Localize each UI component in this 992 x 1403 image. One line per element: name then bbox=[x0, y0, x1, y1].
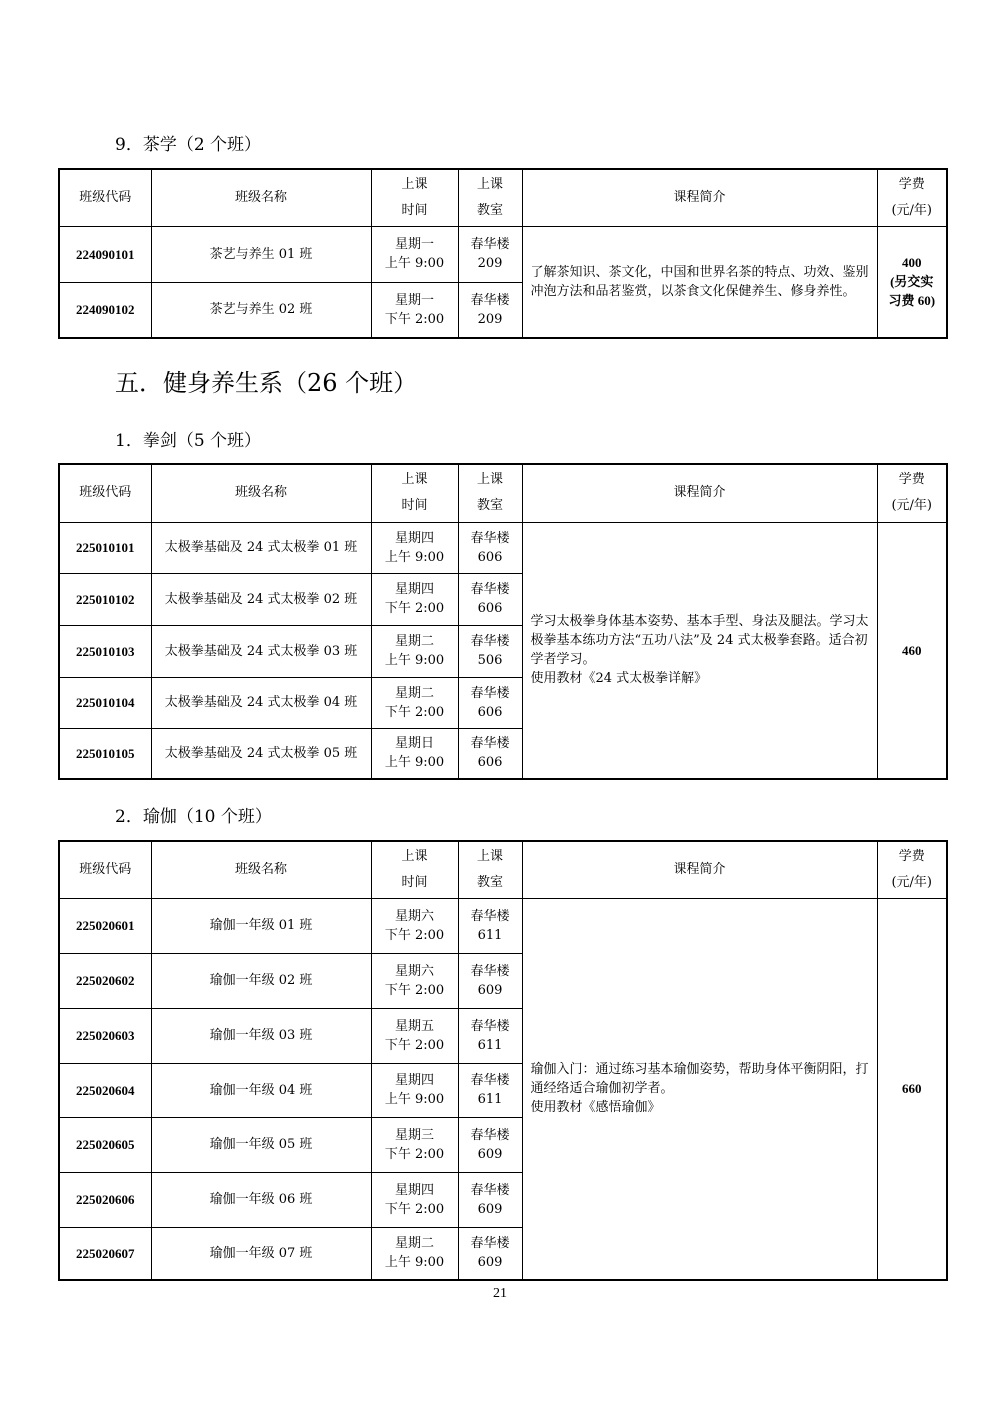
header-room bbox=[458, 841, 522, 898]
header-fee bbox=[877, 841, 947, 898]
fee-amount: 460 bbox=[902, 642, 922, 658]
class-code: 225010105 bbox=[59, 728, 151, 779]
class-day: 星期四 bbox=[394, 530, 434, 546]
class-day: 星期四 bbox=[394, 1073, 434, 1088]
room-number: 611 bbox=[477, 1037, 503, 1053]
class-name: 太极拳基础及 24 式太极拳 02 班 bbox=[151, 573, 371, 625]
class-day: 星期六 bbox=[394, 908, 434, 924]
header-time-line1: 上课 bbox=[401, 176, 428, 192]
class-code: 225010103 bbox=[59, 625, 151, 677]
room-number: 609 bbox=[477, 1201, 503, 1217]
header-room-line1: 上课 bbox=[476, 176, 503, 192]
class-time bbox=[371, 677, 458, 728]
header-name: 班级名称 bbox=[151, 841, 371, 898]
room-number: 606 bbox=[477, 704, 503, 720]
course-table-taiji bbox=[58, 463, 948, 780]
section-heading-taiji: 1．拳剑（5 个班） bbox=[115, 431, 262, 451]
class-hour: 下午 2:00 bbox=[384, 704, 445, 720]
classroom bbox=[458, 573, 522, 625]
header-code: 班级代码 bbox=[59, 169, 151, 226]
header-intro: 课程简介 bbox=[522, 464, 877, 522]
class-code: 225020602 bbox=[59, 953, 151, 1008]
header-room bbox=[458, 169, 522, 226]
class-name: 瑜伽一年级 06 班 bbox=[151, 1172, 371, 1227]
class-day: 星期日 bbox=[394, 736, 434, 752]
course-table-tea bbox=[58, 168, 948, 339]
classroom bbox=[458, 1172, 522, 1227]
class-day: 星期四 bbox=[394, 582, 434, 597]
class-code: 225010104 bbox=[59, 677, 151, 728]
class-day: 星期四 bbox=[394, 1182, 434, 1198]
class-time bbox=[371, 898, 458, 953]
header-code: 班级代码 bbox=[59, 841, 151, 898]
class-name: 瑜伽一年级 05 班 bbox=[151, 1117, 371, 1172]
header-room bbox=[458, 464, 522, 522]
class-code: 224090102 bbox=[59, 282, 151, 338]
class-code: 225010101 bbox=[59, 522, 151, 573]
class-hour: 下午 2:00 bbox=[384, 311, 445, 327]
room-number: 611 bbox=[477, 1092, 503, 1107]
class-time bbox=[371, 1227, 458, 1280]
building: 春华楼 bbox=[470, 530, 510, 546]
table-row bbox=[59, 898, 947, 953]
class-day: 星期一 bbox=[394, 237, 434, 252]
intro-textbook: 使用教材《24 式太极拳详解》 bbox=[530, 671, 708, 687]
building: 春华楼 bbox=[470, 1018, 510, 1034]
class-name: 茶艺与养生 02 班 bbox=[151, 282, 371, 338]
header-fee-line2: (元/年) bbox=[891, 498, 933, 514]
header-time-line2: 时间 bbox=[401, 202, 428, 218]
header-time bbox=[371, 841, 458, 898]
course-fee bbox=[877, 898, 947, 1280]
class-hour: 上午 9:00 bbox=[384, 653, 445, 668]
header-time-line2: 时间 bbox=[401, 498, 428, 514]
fee-amount: 400 bbox=[902, 255, 922, 271]
class-hour: 下午 2:00 bbox=[384, 1037, 445, 1053]
building: 春华楼 bbox=[470, 292, 510, 308]
course-fee bbox=[877, 522, 947, 779]
class-name: 瑜伽一年级 04 班 bbox=[151, 1063, 371, 1117]
classroom bbox=[458, 226, 522, 282]
intro-text: 了解茶知识、茶文化，中国和世界名茶的特点、功效、鉴别冲泡方法和品茗鉴赏，以茶食文化保健养生、修身养性。 bbox=[530, 264, 869, 299]
class-name: 茶艺与养生 01 班 bbox=[151, 226, 371, 282]
class-name: 太极拳基础及 24 式太极拳 05 班 bbox=[151, 728, 371, 779]
header-room-line1: 上课 bbox=[476, 848, 503, 864]
header-time-line2: 时间 bbox=[401, 874, 428, 890]
room-number: 606 bbox=[477, 549, 503, 565]
table-row bbox=[59, 522, 947, 573]
class-time bbox=[371, 625, 458, 677]
header-time-line1: 上课 bbox=[401, 848, 428, 864]
header-room-line2: 教室 bbox=[476, 498, 503, 514]
header-fee-line1: 学费 bbox=[898, 848, 925, 864]
header-fee-line1: 学费 bbox=[898, 472, 925, 488]
class-time bbox=[371, 226, 458, 282]
intro-text: 瑜伽入门：通过练习基本瑜伽姿势，帮助身体平衡阴阳，打通经络适合瑜伽初学者。 bbox=[530, 1062, 869, 1097]
classroom bbox=[458, 625, 522, 677]
class-name: 太极拳基础及 24 式太极拳 04 班 bbox=[151, 677, 371, 728]
class-time bbox=[371, 522, 458, 573]
classroom bbox=[458, 677, 522, 728]
page-number: 21 bbox=[493, 1286, 507, 1301]
header-intro: 课程简介 bbox=[522, 841, 877, 898]
fee-amount: 660 bbox=[902, 1081, 922, 1097]
header-fee-line1: 学费 bbox=[898, 176, 925, 192]
class-day: 星期二 bbox=[394, 1236, 434, 1252]
class-hour: 下午 2:00 bbox=[384, 601, 445, 616]
class-code: 225020605 bbox=[59, 1117, 151, 1172]
header-fee-line2: (元/年) bbox=[891, 202, 933, 218]
class-day: 星期二 bbox=[394, 685, 434, 701]
building: 春华楼 bbox=[470, 685, 510, 701]
department-heading: 五．健身养生系（26 个班） bbox=[115, 369, 418, 397]
classroom bbox=[458, 898, 522, 953]
class-name: 太极拳基础及 24 式太极拳 01 班 bbox=[151, 522, 371, 573]
building: 春华楼 bbox=[470, 908, 510, 924]
room-number: 209 bbox=[477, 256, 503, 271]
course-intro bbox=[522, 898, 877, 1280]
classroom bbox=[458, 1063, 522, 1117]
class-time bbox=[371, 1172, 458, 1227]
room-number: 609 bbox=[477, 1255, 503, 1271]
header-fee-line2: (元/年) bbox=[891, 874, 933, 890]
header-room-line1: 上课 bbox=[476, 472, 503, 488]
class-name: 瑜伽一年级 03 班 bbox=[151, 1008, 371, 1063]
room-number: 609 bbox=[477, 1146, 503, 1162]
building: 春华楼 bbox=[470, 634, 510, 649]
class-day: 星期五 bbox=[394, 1018, 434, 1034]
class-day: 星期六 bbox=[394, 963, 434, 979]
header-name: 班级名称 bbox=[151, 464, 371, 522]
building: 春华楼 bbox=[470, 1182, 510, 1198]
section-heading-yoga: 2．瑜伽（10 个班） bbox=[115, 807, 272, 827]
class-code: 225020607 bbox=[59, 1227, 151, 1280]
class-hour: 上午 9:00 bbox=[384, 1092, 445, 1107]
class-hour: 下午 2:00 bbox=[384, 927, 445, 943]
table-row bbox=[59, 226, 947, 282]
class-time bbox=[371, 282, 458, 338]
building: 春华楼 bbox=[470, 1073, 510, 1088]
class-code: 225020606 bbox=[59, 1172, 151, 1227]
table-header-row bbox=[59, 464, 947, 522]
building: 春华楼 bbox=[470, 1236, 510, 1252]
class-time bbox=[371, 1117, 458, 1172]
class-time bbox=[371, 953, 458, 1008]
class-time bbox=[371, 1063, 458, 1117]
class-name: 瑜伽一年级 02 班 bbox=[151, 953, 371, 1008]
header-time-line1: 上课 bbox=[401, 472, 428, 488]
classroom bbox=[458, 1227, 522, 1280]
class-code: 225020603 bbox=[59, 1008, 151, 1063]
building: 春华楼 bbox=[470, 963, 510, 979]
class-name: 太极拳基础及 24 式太极拳 03 班 bbox=[151, 625, 371, 677]
class-code: 224090101 bbox=[59, 226, 151, 282]
header-intro: 课程简介 bbox=[522, 169, 877, 226]
course-fee bbox=[877, 226, 947, 338]
table-header-row bbox=[59, 169, 947, 226]
class-hour: 下午 2:00 bbox=[384, 1201, 445, 1217]
room-number: 209 bbox=[477, 311, 503, 327]
class-day: 星期三 bbox=[394, 1127, 434, 1143]
building: 春华楼 bbox=[470, 736, 510, 752]
class-hour: 上午 9:00 bbox=[384, 1255, 445, 1271]
building: 春华楼 bbox=[470, 1127, 510, 1143]
class-time bbox=[371, 573, 458, 625]
class-code: 225010102 bbox=[59, 573, 151, 625]
room-number: 606 bbox=[477, 601, 503, 616]
table-header-row bbox=[59, 841, 947, 898]
classroom bbox=[458, 728, 522, 779]
room-number: 611 bbox=[477, 927, 503, 943]
classroom bbox=[458, 522, 522, 573]
class-time bbox=[371, 1008, 458, 1063]
header-time bbox=[371, 464, 458, 522]
building: 春华楼 bbox=[470, 582, 510, 597]
class-day: 星期二 bbox=[394, 634, 434, 649]
class-code: 225020604 bbox=[59, 1063, 151, 1117]
room-number: 506 bbox=[477, 653, 503, 668]
classroom bbox=[458, 1117, 522, 1172]
room-number: 609 bbox=[477, 982, 503, 998]
course-intro bbox=[522, 522, 877, 779]
intro-text: 学习太极拳身体基本姿势、基本手型、身法及腿法。学习太极拳基本练功方法“五功八法”及 24 式太极拳套路。适合初学者学习。 bbox=[530, 614, 869, 668]
header-name: 班级名称 bbox=[151, 169, 371, 226]
class-hour: 上午 9:00 bbox=[384, 256, 445, 271]
class-hour: 下午 2:00 bbox=[384, 982, 445, 998]
course-intro bbox=[522, 226, 877, 338]
classroom bbox=[458, 953, 522, 1008]
class-time bbox=[371, 728, 458, 779]
class-name: 瑜伽一年级 07 班 bbox=[151, 1227, 371, 1280]
class-hour: 下午 2:00 bbox=[384, 1146, 445, 1162]
section-heading-tea: 9．茶学（2 个班） bbox=[115, 135, 262, 155]
header-code: 班级代码 bbox=[59, 464, 151, 522]
course-table-yoga bbox=[58, 840, 948, 1281]
building: 春华楼 bbox=[470, 237, 510, 252]
class-hour: 上午 9:00 bbox=[384, 549, 445, 565]
header-fee bbox=[877, 464, 947, 522]
header-room-line2: 教室 bbox=[476, 874, 503, 890]
class-hour: 上午 9:00 bbox=[384, 755, 445, 771]
fee-note: (另交实习费 60) bbox=[888, 274, 936, 309]
header-room-line2: 教室 bbox=[476, 202, 503, 218]
room-number: 606 bbox=[477, 755, 503, 771]
header-fee bbox=[877, 169, 947, 226]
class-code: 225020601 bbox=[59, 898, 151, 953]
class-day: 星期一 bbox=[394, 292, 434, 308]
header-time bbox=[371, 169, 458, 226]
intro-textbook: 使用教材《感悟瑜伽》 bbox=[530, 1100, 661, 1116]
classroom bbox=[458, 282, 522, 338]
classroom bbox=[458, 1008, 522, 1063]
class-name: 瑜伽一年级 01 班 bbox=[151, 898, 371, 953]
